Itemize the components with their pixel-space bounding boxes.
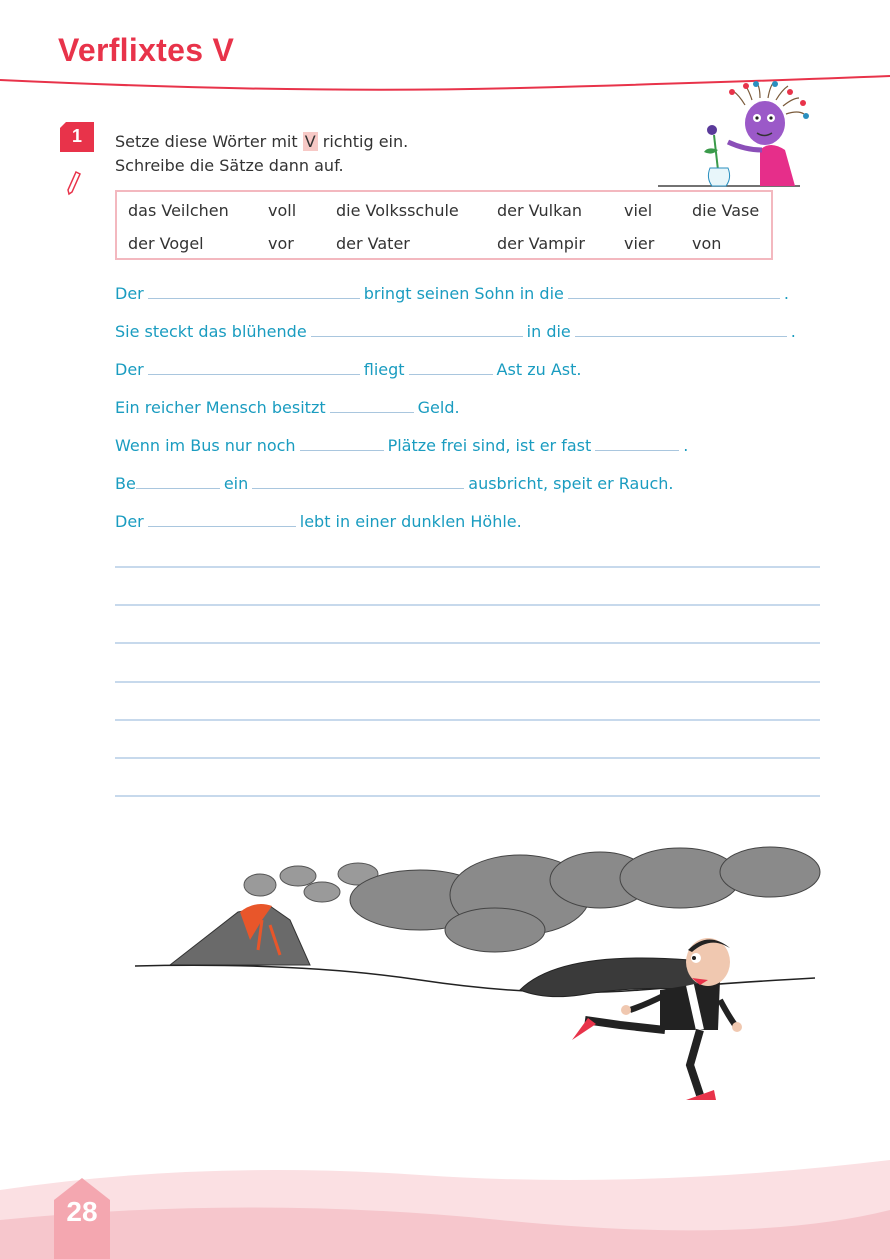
word: die Volksschule	[336, 201, 459, 220]
sentence-1: Der bringt seinen Sohn in die .	[115, 284, 789, 303]
sentence-2: Sie steckt das blühende in die .	[115, 322, 796, 341]
highlighted-letter: V	[304, 132, 316, 151]
instruction-text: Setze diese Wörter mit	[115, 132, 303, 151]
word: vier	[624, 234, 655, 253]
page-number: 28	[66, 1196, 98, 1227]
word: der Vampir	[497, 234, 585, 253]
sentence-5: Wenn im Bus nur noch Plätze frei sind, ist er fast .	[115, 436, 689, 455]
page-title: Verflixtes V	[58, 32, 235, 68]
sentence-6: Be ein ausbricht, speit er Rauch.	[115, 474, 674, 493]
instruction-text-end: richtig ein.	[317, 132, 409, 151]
word: vor	[268, 234, 294, 253]
word: der Vater	[336, 234, 410, 253]
task-number: 1	[71, 126, 82, 146]
word: die Vase	[692, 201, 760, 220]
word: von	[692, 234, 722, 253]
footer-wave	[0, 1150, 890, 1259]
word: das Veilchen	[128, 201, 229, 220]
sentence-3: Der fliegt Ast zu Ast.	[115, 360, 582, 379]
word: der Vogel	[128, 234, 204, 253]
word: voll	[268, 201, 297, 220]
instruction-line-2: Schreibe die Sätze dann auf.	[115, 156, 344, 175]
word: der Vulkan	[497, 201, 583, 220]
sentence-7: Der lebt in einer dunklen Höhle.	[115, 512, 522, 531]
sentence-4: Ein reicher Mensch besitzt Geld.	[115, 398, 460, 417]
word: viel	[624, 201, 653, 220]
